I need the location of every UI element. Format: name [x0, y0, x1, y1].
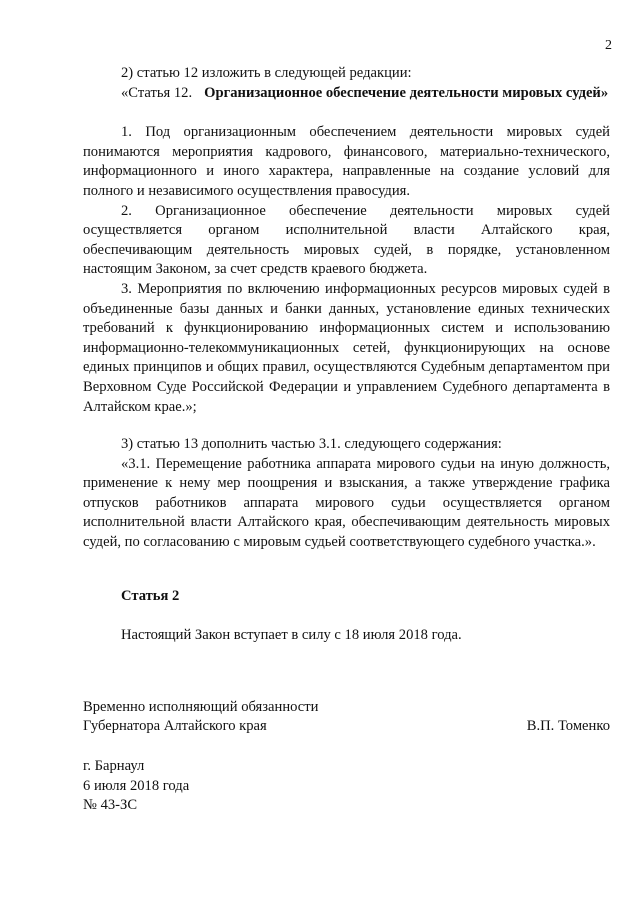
- article-12-point-2: 2. Организационное обеспечение деятельности мировых судей осуществляется органом исполнительной власти Алтайского края, обеспечивающим деятельность мировых судей, в порядке, установленном настоящим Законом, за счет средств краевого бюджета.: [83, 202, 610, 278]
- page-number: 2: [605, 38, 612, 53]
- article-2-text: Настоящий Закон вступает в силу с 18 июля 2018 года.: [121, 627, 462, 644]
- place-date-block: [83, 757, 610, 816]
- signatory-position-line-2: Губернатора Алтайского края: [83, 718, 267, 735]
- signatory-name: В.П. Томенко: [526, 718, 610, 735]
- article-12-heading: [83, 84, 610, 104]
- signature-block: [83, 698, 610, 737]
- article-12-point-1: 1. Под организационным обеспечением деятельности мировых судей понимаются мероприятия кадрового, финансового, материально-технического, информационного и иного характера, направленные на создание условий для полного и независимого осуществления правосудия.: [83, 124, 610, 199]
- law-date: 6 июля 2018 года: [83, 777, 190, 794]
- signatory-position-line-1: Временно исполняющий обязанности: [83, 698, 319, 715]
- article-2-heading: Статья 2: [121, 587, 180, 604]
- article-12-point-3: 3. Мероприятия по включению информационных ресурсов мировых судей в объединенные базы данных и банки данных, установление единых технических требований к функционированию информационных систем и использованию информационно-телекоммуникационных сетей, функционирующих на основе единых принципов и общих правил, осуществляются Судебным департаментом при Верховном Суде Российской Федерации и управлением Судебного департамента в Алтайском крае.»;: [83, 280, 610, 415]
- article-13-part-3-1: «3.1. Перемещение работника аппарата мирового судьи на иную должность, применение к нему мер поощрения и взыскания, а также утверждение графика отпусков работников аппарата мирового судьи осуществляется органом исполнительной власти Алтайского края, обеспечивающим деятельность мировых судей, по согласованию с мировым судьей соответствующего судебного участка.».: [83, 455, 610, 551]
- law-number: № 43-ЗС: [83, 797, 138, 814]
- article-12-title: Организационное обеспечение деятельности мировых судей»: [204, 84, 609, 101]
- article-12-label: «Статья 12.: [121, 84, 193, 101]
- amendment-item-3-lead: 3) статью 13 дополнить частью 3.1. следующего содержания:: [121, 436, 502, 453]
- place-city: г. Барнаул: [83, 758, 145, 775]
- document-body: [83, 64, 610, 816]
- signatory-position: [83, 698, 318, 737]
- amendment-item-2-lead: 2) статью 12 изложить в следующей редакции:: [121, 65, 412, 81]
